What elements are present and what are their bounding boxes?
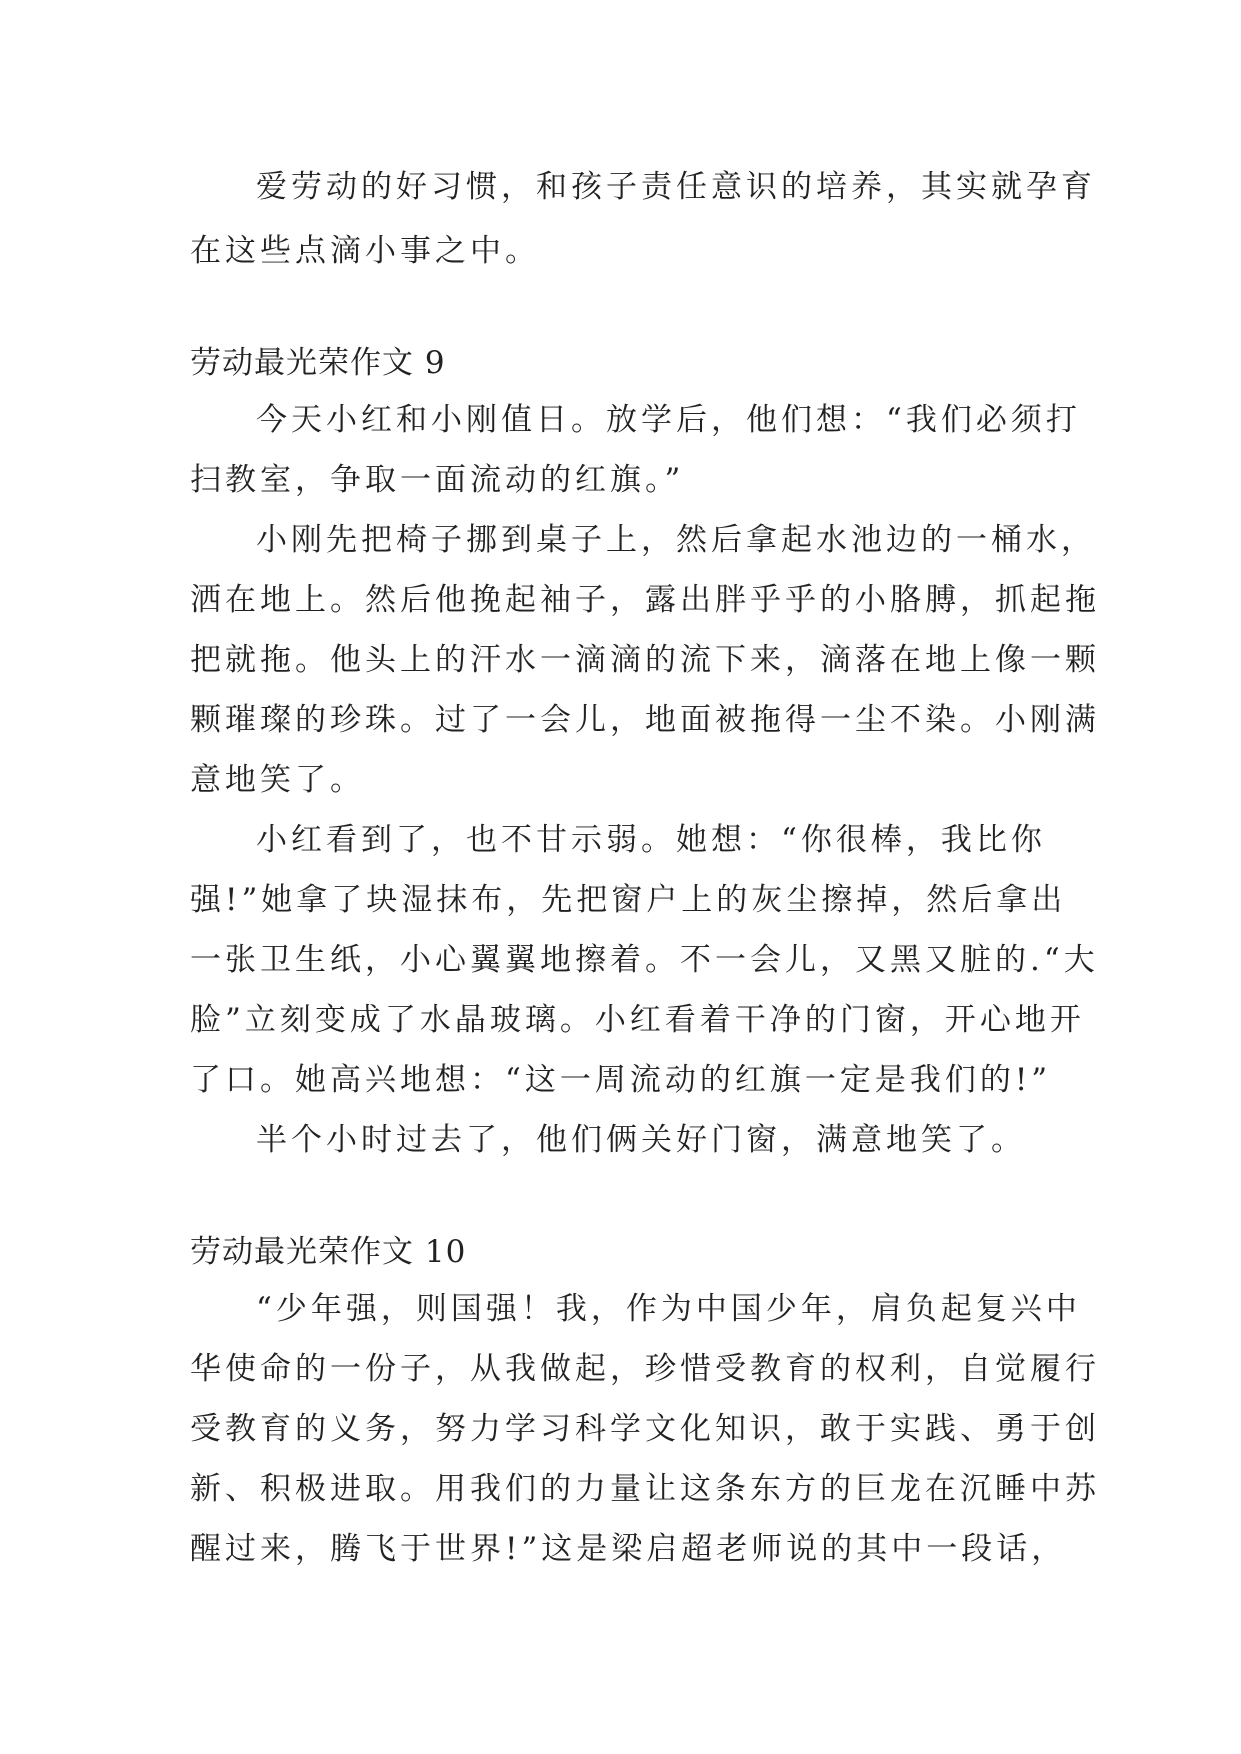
paragraph-line: 意地笑了。 bbox=[190, 762, 365, 798]
paragraph-line: 爱劳动的好习惯，和孩子责任意识的培养，其实就孕育 bbox=[256, 169, 1096, 205]
paragraph-line: 扫教室，争取一面流动的红旗。” bbox=[190, 462, 685, 498]
paragraph-line: 了口。她高兴地想：“这一周流动的红旗一定是我们的!” bbox=[190, 1062, 1052, 1098]
paragraph-line: 受教育的义务，努力学习科学文化知识，敢于实践、勇于创 bbox=[190, 1411, 1100, 1447]
section-heading: 劳动最光荣作文 10 bbox=[190, 1234, 467, 1270]
paragraph-line: 在这些点滴小事之中。 bbox=[190, 233, 540, 269]
paragraph-line: 洒在地上。然后他挽起袖子，露出胖乎乎的小胳膊，抓起拖 bbox=[190, 582, 1100, 618]
paragraph-line: 华使命的一份子，从我做起，珍惜受教育的权利，自觉履行 bbox=[190, 1351, 1100, 1387]
paragraph-line: 把就拖。他头上的汗水一滴滴的流下来，滴落在地上像一颗 bbox=[190, 642, 1100, 678]
paragraph-line: 颗璀璨的珍珠。过了一会儿，地面被拖得一尘不染。小刚满 bbox=[190, 702, 1100, 738]
paragraph-line: 强!”她拿了块湿抹布，先把窗户上的灰尘擦掉，然后拿出 bbox=[190, 882, 1067, 918]
paragraph-line: “少年强，则国强！我，作为中国少年，肩负起复兴中 bbox=[256, 1291, 1081, 1327]
paragraph-line: 小红看到了，也不甘示弱。她想：“你很棒，我比你 bbox=[256, 822, 1046, 858]
paragraph-line: 新、积极进取。用我们的力量让这条东方的巨龙在沉睡中苏 bbox=[190, 1471, 1100, 1507]
paragraph-line: 脸”立刻变成了水晶玻璃。小红看着干净的门窗，开心地开 bbox=[190, 1002, 1085, 1038]
section-heading: 劳动最光荣作文 9 bbox=[190, 345, 446, 381]
paragraph-line: 今天小红和小刚值日。放学后，他们想：“我们必须打 bbox=[256, 402, 1081, 438]
paragraph-line: 醒过来，腾飞于世界!”这是梁启超老师说的其中一段话， bbox=[190, 1531, 1067, 1567]
paragraph-line: 半个小时过去了，他们俩关好门窗，满意地笑了。 bbox=[256, 1122, 1026, 1158]
paragraph-line: 小刚先把椅子挪到桌子上，然后拿起水池边的一桶水， bbox=[256, 522, 1096, 558]
paragraph-line: 一张卫生纸，小心翼翼地擦着。不一会儿，又黑又脏的.“大 bbox=[190, 942, 1099, 978]
